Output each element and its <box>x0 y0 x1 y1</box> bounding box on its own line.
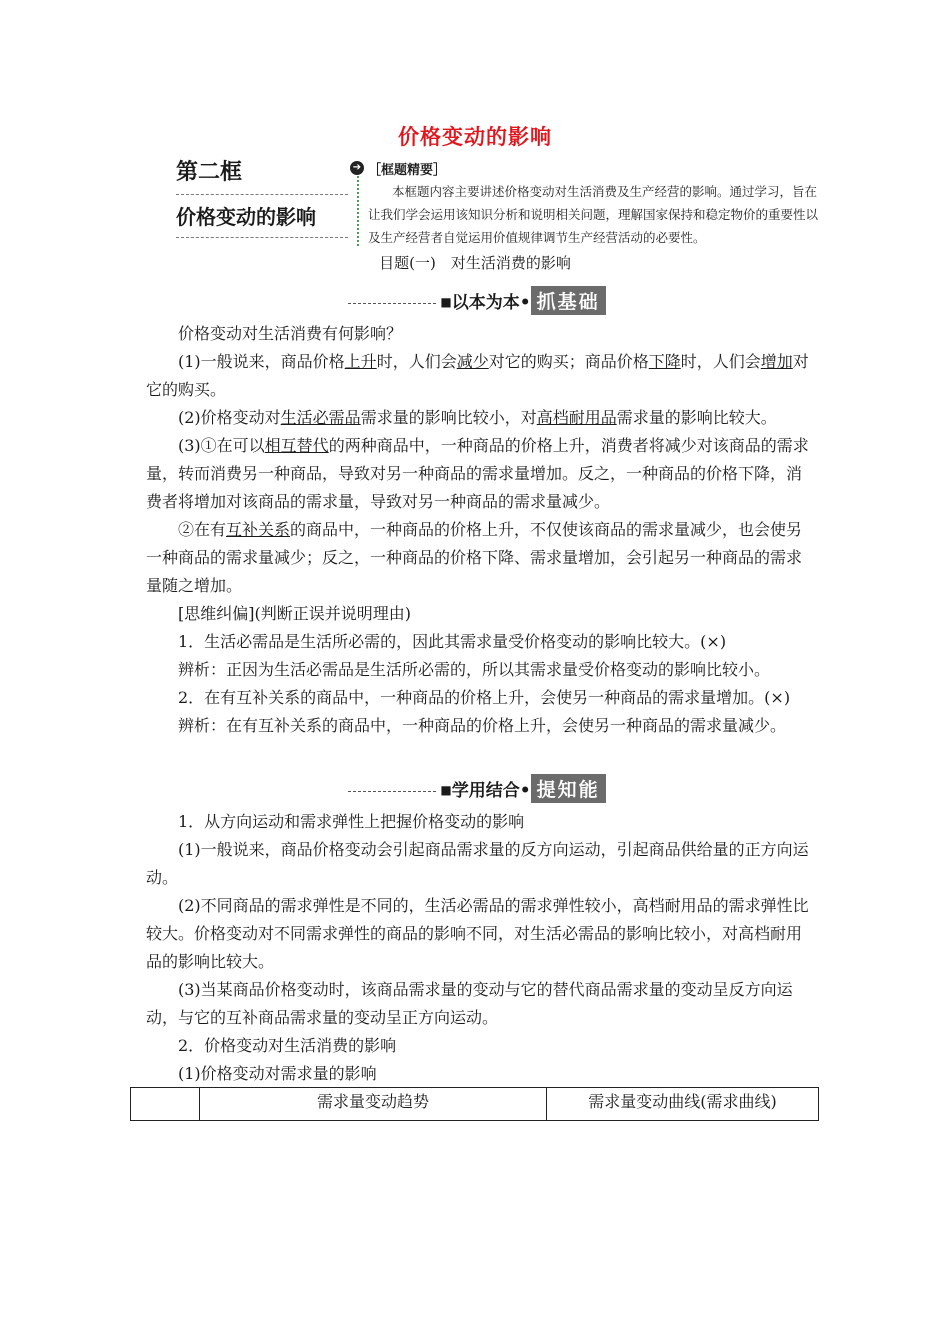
table-header-curve: 需求量变动曲线(需求曲线) <box>547 1088 819 1121</box>
paragraph: (1)一般说来，商品价格变动会引起商品需求量的反方向运动，引起商品供给量的正方向运动。 <box>146 840 809 887</box>
basics-content <box>146 320 810 740</box>
frame-number: 第二框 <box>176 160 243 185</box>
arrow-circle-icon: ➔ <box>350 161 364 175</box>
page-title: 价格变动的影响 <box>398 125 552 149</box>
table-header-trend: 需求量变动趋势 <box>200 1088 547 1121</box>
frame-subtitle: 价格变动的影响 <box>176 205 316 229</box>
answer-1: 辨析：正因为生活必需品是生活所必需的，所以其需求量受价格变动的影响比较小。 <box>178 660 771 679</box>
summary-body: 本框题内容主要讲述价格变动对生活消费及生产经营的影响。通过学习，旨在让我们学会运用该知识分析和说明相关问题，理解国家保持和稳定物价的重要性以及生产经营者自觉运用价值规律调节生产经营活动的必要性。 <box>368 184 819 245</box>
paragraph: (3)①在可以相互替代的两种商品中，一种商品的价格上升，消费者将减少对该商品的需求量，转而消费另一种商品，导致对另一种商品的需求量增加。反之，一种商品的价格下降，消费者将增加对该商品的需求量，导致对另一种商品的需求量减少。 <box>146 436 809 511</box>
ability-content <box>146 808 810 1088</box>
summary-heading: ［框题精要］ <box>368 163 447 178</box>
paragraph: (3)当某商品价格变动时，该商品需求量的变动与它的替代商品需求量的变动呈反方向运动，与它的互补商品需求量的变动呈正方向运动。 <box>146 980 793 1027</box>
question-1: 1．生活必需品是生活所必需的，因此其需求量受价格变动的影响比较大。(×) <box>178 632 727 651</box>
answer-2: 辨析：在有互补关系的商品中，一种商品的价格上升，会使另一种商品的需求量减少。 <box>178 716 787 735</box>
divider <box>176 237 348 238</box>
square-icon: ■ <box>440 783 452 797</box>
think-heading: [思维纠偏](判断正误并说明理由) <box>178 604 411 623</box>
question: 价格变动对生活消费有何影响？ <box>178 324 403 343</box>
section-ability-bar <box>0 774 950 803</box>
section-badge: 提知能 <box>531 774 606 803</box>
heading-1: 1．从方向运动和需求弹性上把握价格变动的影响 <box>178 812 525 831</box>
paragraph: (2)不同商品的需求弹性是不同的，生活必需品的需求弹性较小，高档耐用品的需求弹性比较大。价格变动对不同需求弹性的商品的影响不同，对生活必需品的影响比较小，对高档耐用品的影响比较大。 <box>146 896 809 971</box>
heading-3: (1)价格变动对需求量的影响 <box>178 1064 377 1083</box>
question-2: 2．在有互补关系的商品中，一种商品的价格上升，会使另一种商品的需求量增加。(×) <box>178 688 791 707</box>
square-icon: ■ <box>440 295 452 309</box>
goal-heading: 目题(一) 对生活消费的影响 <box>379 254 571 272</box>
paragraph: (2)价格变动对生活必需品需求量的影响比较小，对高档耐用品需求量的影响比较大。 <box>178 408 777 427</box>
paragraph: (1)一般说来，商品价格上升时，人们会减少对它的购买；商品价格下降时，人们会增加对它的购买。 <box>146 352 809 399</box>
demand-table <box>130 1087 819 1121</box>
section-prefix: 学用结合• <box>451 781 531 801</box>
paragraph: ②在有互补关系的商品中，一种商品的价格上升，不仅使该商品的需求量减少，也会使另一种商品的需求量减少；反之，一种商品的价格下降、需求量增加，会引起另一种商品的需求量随之增加。 <box>146 520 803 595</box>
dotted-divider <box>357 176 359 246</box>
heading-2: 2．价格变动对生活消费的影响 <box>178 1036 397 1055</box>
section-badge: 抓基础 <box>531 286 606 315</box>
table-row <box>131 1088 819 1121</box>
frame-heading <box>176 156 348 238</box>
table-cell <box>131 1088 200 1121</box>
section-basics-bar <box>0 286 950 315</box>
section-prefix: 以本为本• <box>451 293 531 313</box>
